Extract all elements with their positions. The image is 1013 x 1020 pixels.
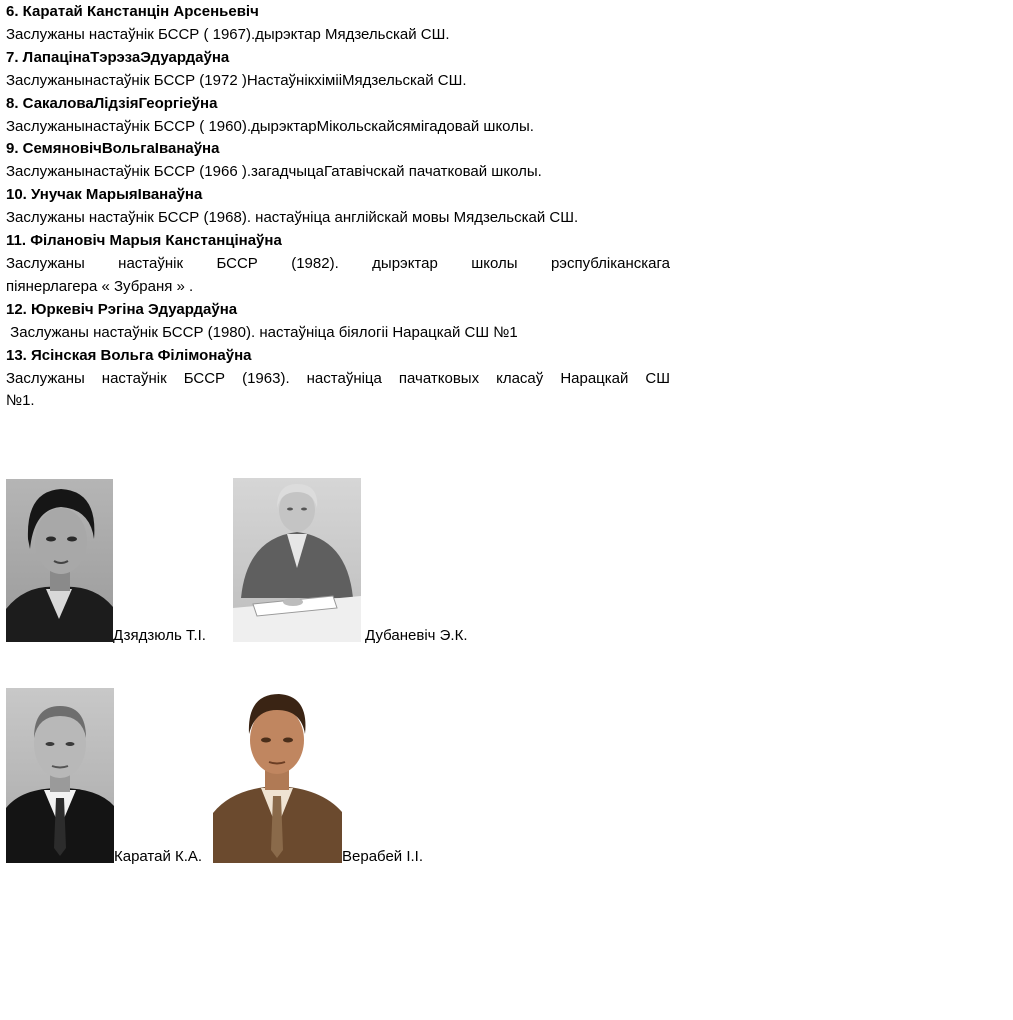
portrait-photo — [233, 478, 361, 642]
entry-name: 11. Філановіч Марыя Канстанцінаўна — [6, 232, 282, 250]
entry-name: 8. СакаловаЛідзіяГеоргіеўна — [6, 94, 218, 112]
photo-caption: Дубаневіч Э.К. — [365, 627, 468, 644]
entry-description-continued: №1. — [6, 392, 35, 410]
entry-name: 6. Каратай Канстанцін Арсеньевіч — [6, 3, 259, 20]
entry-description: Заслужаны настаўнік БССР ( 1967).дырэктар Мядзельскай СШ. — [6, 25, 450, 43]
entry-name: 9. СемяновічВольгаІванаўна — [6, 140, 220, 158]
entry-description: Заслужанынастаўнік БССР (1966 ).загадчыцаГатавічскай пачатковай школы. — [6, 163, 542, 181]
entry-name: 10. Унучак МарыяІванаўна — [6, 186, 203, 204]
teachers-list — [6, 1, 670, 413]
entry-description: Заслужаны настаўнік БССР (1980). настаўніца біялогіі Нарацкай СШ №1 — [6, 323, 518, 341]
portrait-photo — [6, 479, 113, 642]
entry-description-continued: піянерлагера « Зубраня » . — [6, 277, 194, 295]
entry-description: Заслужаны настаўнік БССР (1963). настаўніца пачатковых класаў Нарацкай СШ — [6, 369, 670, 387]
portrait-photo — [213, 688, 342, 863]
entry-description: Заслужаны настаўнік БССР (1968). настаўніца англійскай мовы Мядзельскай СШ. — [6, 209, 579, 227]
entry-name: 7. ЛапацінаТэрэзаЭдуардаўна — [6, 48, 230, 66]
entry-description: Заслужанынастаўнік БССР ( 1960).дырэктарМікольскайсямігадовай школы. — [6, 117, 534, 135]
entry-description: Заслужанынастаўнік БССР (1972 )НастаўнікхіміiМядзельскай СШ. — [6, 71, 467, 89]
photo-caption: Верабей І.І. — [342, 848, 424, 865]
photo-caption: Дзядзюль Т.І. — [113, 627, 206, 644]
photo-caption: Каратай К.А. — [114, 848, 203, 865]
entry-name: 12. Юркевіч Рэгіна Эдуардаўна — [6, 300, 238, 318]
entry-name: 13. Ясінская Вольга Філімонаўна — [6, 346, 252, 364]
entry-description: Заслужаны настаўнік БССР (1982). дырэктар школы рэспубліканскага — [6, 254, 670, 272]
portrait-photo — [6, 688, 114, 863]
